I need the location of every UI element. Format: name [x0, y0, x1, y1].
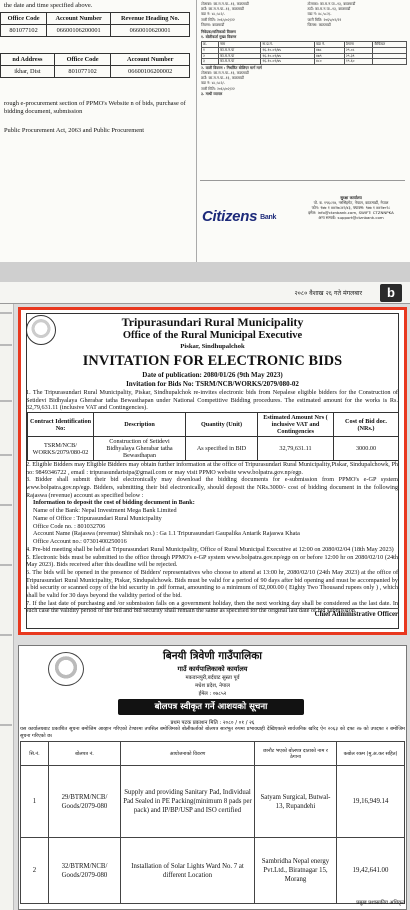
table-header: कबोल रकम (मु.अ.कर सहित) — [337, 742, 405, 766]
table-row — [21, 766, 405, 838]
table-header: Office Code — [1, 13, 47, 25]
bank-info-line: Name of Office : Tripurasundari Rural Municipality — [33, 514, 162, 522]
notice-points — [26, 461, 398, 615]
prev-page-intro: the date and time specified above. — [4, 2, 93, 9]
table-cell: Construction of Setidevi Bidhyalaya Gherabar tatha Bewasthapan — [94, 437, 186, 461]
newspaper-date: २०८० वैशाख २६ गते मंगलबार — [294, 290, 362, 297]
citizens-bank-logo — [202, 208, 276, 225]
table-cell: Supply and providing Sanitary Pad, Individual Pad Sealed in PE Packing(minimum 8 pads per pack) and IP/BP/USP and ISO certified — [121, 766, 255, 838]
table-header: बोलपत्र नं. — [49, 742, 121, 766]
revenue-account-table — [0, 12, 190, 37]
detail-row: ठाउँ: का.म.न.पा.-१३, काठमाडौं — [307, 7, 351, 12]
signature-divider — [24, 608, 399, 609]
table-header: Office Code — [54, 54, 111, 66]
table-header: Quantity (Unit) — [186, 413, 258, 437]
detail-row: जिल्ला: काठमाडौं — [307, 22, 331, 27]
notice-point-6: 6. The bids will be opened in the presence of Bidders' representatives who choose to attend at 13:00 hr, 2080/02/10 (24th May 2023) at the office of Tripurasundari Rural Municipality, Piskar, Sindupalchowk. Bids must be valid for a period of 90 days after bid opening and must be accompanied by a bid security or scanned copy of the bid security in .pdf format, amounting to a minimum of 82,000.00 ( Eighty Two Thousand rupees only ) , which shall be valid for 30 days beyond the validity period of the bid. — [26, 569, 398, 599]
np-notice-banner: बोलपत्र स्वीकृत गर्ने आशयको सूचना — [118, 699, 304, 715]
table-cell: 29/BTRM/NCB/ Goods/2079-080 — [49, 766, 121, 838]
detail-row: जारी मिति: २०६५/०२/२२ — [201, 86, 235, 91]
table-cell: 2 — [21, 838, 49, 904]
bank-contact-line: अन्य सम्पर्क: support@ctznbank.com — [318, 215, 384, 221]
np-signature-title: प्रमुख प्रशासकीय अधिकृत — [356, 900, 405, 906]
adjacent-column-edge — [0, 304, 14, 910]
table-header: nd Address — [1, 54, 55, 66]
detail-row: ठाउँ: का.म.न.पा.-१३, काठमाडौं — [201, 76, 244, 81]
bank-info-line: Name of the Bank: Nepal Investment Mega Bank Limited — [33, 507, 177, 515]
bank-contact-line: इमेल: info@ctznbank.com, SWIFT: CTZNNPKA — [308, 210, 394, 216]
table-header: Account Number — [47, 13, 111, 25]
table-cell: As specified in BID — [186, 437, 258, 461]
office-account-table — [0, 53, 190, 78]
notice-title: INVITATION FOR ELECTRONIC BIDS — [82, 353, 343, 369]
table-header: Account Number — [111, 54, 190, 66]
bidder-detail-table: क्र. नाम ना.प्र.नं. वडा नं. ठेगाना कैफियत १ का.म.न.पा १६-१०-०१/७५ ४७८ २९.०८ २ का.म.न.पा १६-१०-०१/७५ ४७९ २९.३९ ३ का.म.न.पा १६-१०-०१/७५ ४८० १९.६० — [201, 41, 407, 64]
detail-row: जारी मिति: २०६५/०२/२२ — [201, 17, 235, 22]
detail-row: वडा नं: ४८,५८२/- — [201, 81, 225, 86]
bank-contact-title: सुरक्षा कार्यालय — [340, 195, 362, 200]
table-cell: 0660010620001 — [111, 25, 190, 37]
detail-row: वडा नं: ४८,५८२/- — [201, 12, 225, 17]
table-cell: 19,42,641.00 — [337, 838, 405, 904]
table-row — [21, 838, 405, 904]
detail-row: जिल्ला: काठमाडौं — [201, 22, 225, 27]
page-gap — [0, 262, 410, 282]
table-row — [28, 437, 399, 461]
table-cell: Satyam Surgical, Butwal-13, Rupandehi — [255, 766, 337, 838]
section-heading: ३. माथी व्यापार — [201, 91, 223, 96]
detail-row: जारी मिति: २०६५/०२/२२ — [307, 17, 342, 22]
prev-page-paragraph: rough e-procurement section of PPMO's Website n of bids, purchase of bidding document, submission — [4, 100, 186, 116]
bid-details-table — [27, 412, 399, 461]
newspaper-logo: b — [380, 284, 402, 302]
detail-row: वडा नं: ४८,५८२/- — [307, 12, 332, 17]
table-cell: 1 — [21, 766, 49, 838]
publication-date: Date of publication: 2080/01/26 (9th May 2023) — [142, 371, 283, 379]
table-header: आयोजनाको विवरण — [121, 742, 255, 766]
bank-info-line: Account Name (Rajaswa (revenue) Shirshak no.) : Ga 1.1 Tripurasundari Gaupalika Antarik Rajaswa Khata — [33, 530, 300, 538]
section-heading: निवेदक/मालिकको विवरण — [201, 30, 236, 35]
np-municipality-name: बिनयी त्रिवेणी गाउँपालिका — [162, 650, 263, 662]
table-cell: TSRM/NCB/ WORKS/2079/080-02 — [28, 437, 94, 461]
table-cell: 19,16,949.14 — [337, 766, 405, 838]
office-location: Piskar, Sindhupalchok — [180, 343, 245, 350]
table-cell: 3000.00 — [334, 437, 399, 461]
bank-logo-name: Citizens — [202, 208, 258, 225]
np-office-name: गाउँ कार्यपालिकाको कार्यालय — [177, 665, 248, 673]
table-cell: 06600106200001 — [47, 25, 111, 37]
bank-info-header: Information to deposit the cost of bidding document in Bank: — [33, 499, 195, 507]
prev-page-left-column — [0, 0, 196, 262]
detail-row: टोलाका: का.म.न.पा.-१३, काठमाडौं — [201, 2, 249, 6]
table-cell: 801077102 — [54, 66, 111, 78]
np-contact-line: ईमेल : ०७८५२ — [198, 691, 227, 697]
np-publication-date: प्रथम पटक प्रकाशन मिति : २०८० / ०१ / २६ — [170, 720, 255, 726]
municipality-name: Tripurasundari Rural Municipality — [121, 315, 304, 329]
table-header: सि.नं. — [21, 742, 49, 766]
signature-title: Chief Administrative Officer — [314, 611, 398, 618]
table-header: Description — [94, 413, 186, 437]
bank-contact-line: फोन: ९७७ १ ४४२७८४२/४३, फ्याक्स: ९७७ १ ४४२७०२८ — [311, 205, 391, 211]
table-header: Estimated Amount Nrs ( inclusive VAT and Contingencies — [258, 413, 334, 437]
table-cell: Installation of Solar Lights Ward No. 7 at different Location — [121, 838, 255, 904]
table-cell: 32/BTRM/NCB/ Goods/2079-080 — [49, 838, 121, 904]
notice-point-7: 7. If the last date of purchasing and /or submission falls on a government holiday, then the next working day shall be considered as the last date. In such case the validity period of the bid and bid security shall remain the same as specified for the original last date of bid submission. — [26, 599, 398, 615]
notice-point-1: 1. The Tripurasundari Rural Municipality, Piskar, Sindhupalchok re-invites electronic bids from Nepalese eligible bidders for the Construction of Setidevi Bidhyalaya Gherabar tatha Bewasthapan under National Competitive Bidding procedures. The estimated amount for the works is Rs. 32,79,631.11 (inclusive VAT and Contingencies). — [26, 389, 398, 412]
notice-point-2: 2. Eligible Bidders may Eligible Bidders may obtain further information at the office of Tripurasundari Rural Municipality,Piskar, Sindupalchowk, Ph no: 9849346722 , email : tripurasundarisipa@gmail.com or may visit PPMO website www.bolpatra.gov.np/egp. — [26, 461, 398, 476]
section-heading: २. वाली विवरण : निर्धारित बोलिएर मार्ग मार्ग — [201, 65, 262, 70]
table-cell: 32,79,631.11 — [258, 437, 334, 461]
prev-page-paragraph: Public Procurement Act, 2063 and Public Procurement — [4, 126, 145, 134]
notice-point-5: 5. Electronic bids must be submitted to the office through PPMO's e-GP system www.bolpatra.gov.np/egp on or before 12:00 hr on 2080/02/10 (24th May 2023). Bids received after this deadline will be rejected. — [26, 553, 398, 569]
notice-gap — [18, 637, 407, 643]
office-name: Office of the Rural Municipal Executive — [122, 330, 303, 341]
detail-row: टोलाका: का.म.न.पा.-१३, काठमाडौं — [307, 2, 356, 6]
table-cell: Sambridha Nepal energy Pvt.Ltd., Biratnagar 15, Morang — [255, 838, 337, 904]
table-cell: 06600106200002 — [111, 66, 190, 78]
table-cell: 801077102 — [1, 25, 47, 37]
section-heading: १. बोलीकर्ता मुख्य विवरण — [201, 35, 237, 40]
np-address-line: मकवानपुरी,बर्दघाट सुस्ता पूर्व — [185, 675, 240, 681]
bank-contact-block — [296, 195, 406, 220]
np-address-line: मधेश प्रदेश, नेपाल — [195, 683, 230, 689]
np-award-table — [20, 741, 405, 904]
table-header: छानौट भएको बोलपत्र दाताको नाम र ठेगाना — [255, 742, 337, 766]
bank-info-line: Office Code no. : 801032706 — [33, 522, 106, 530]
np-intro-text: यस कार्यालयबाट प्रकाशित सूचना बमोजिम आव्हान गरिएको टेण्डरमा तपसिल बमोजिमको बोलीकर्ताको बोलपत्र सारभूत रुपमा प्रभावग्राही देखिएकाले सार्वजनिक खरिद ऐन २०६३ को दफा २७ को उपदफा २ बमोजिम सूचना गरिएको छ। — [20, 726, 405, 739]
table-header: Revenue Heading No. — [111, 13, 190, 25]
detail-row: टोलाका: का.म.न.पा.-१३, काठमाडौं — [201, 71, 249, 75]
bank-contact-line: पो. ब. १९६८१४, नरसिंहगेट, नेपाल, काठमाडौं, नेपाल — [313, 200, 389, 206]
table-header: Cost of Bid doc. (NRs.) — [334, 413, 399, 437]
table-header: Contract Identification No: — [28, 413, 94, 437]
detail-row: ठाउँ: का.म.न.पा.-१३, काठमाडौं — [201, 7, 244, 12]
bank-logo-suffix: Bank — [260, 214, 277, 221]
notice-point-4: 4. Pre-bid meeting shall be held at Tripurasundari Rural Municipality, Office of Rural Municipal Executive at 12:00 on 2080/02/04 (18th May 2023) — [26, 546, 394, 554]
bank-info-line: Office Account no.: 07301400250016 — [33, 538, 127, 546]
notice-point-3: 3. Bidder shall submit their bid electronically may download the bidding documents for e-submission from PPMO's e-GP system www.bolpatra.gov.np/egp. Bidders, submitting their bid electronically, should deposit the NRs.3000/- cost of bidding document in the following Rajaswa (revenue) account as specified below : — [26, 476, 398, 499]
bid-number: Invitation for Bids No: TSRM/NCB/WORKS/2079/080-02 — [126, 380, 299, 388]
table-cell: ikhar, Dist — [1, 66, 55, 78]
